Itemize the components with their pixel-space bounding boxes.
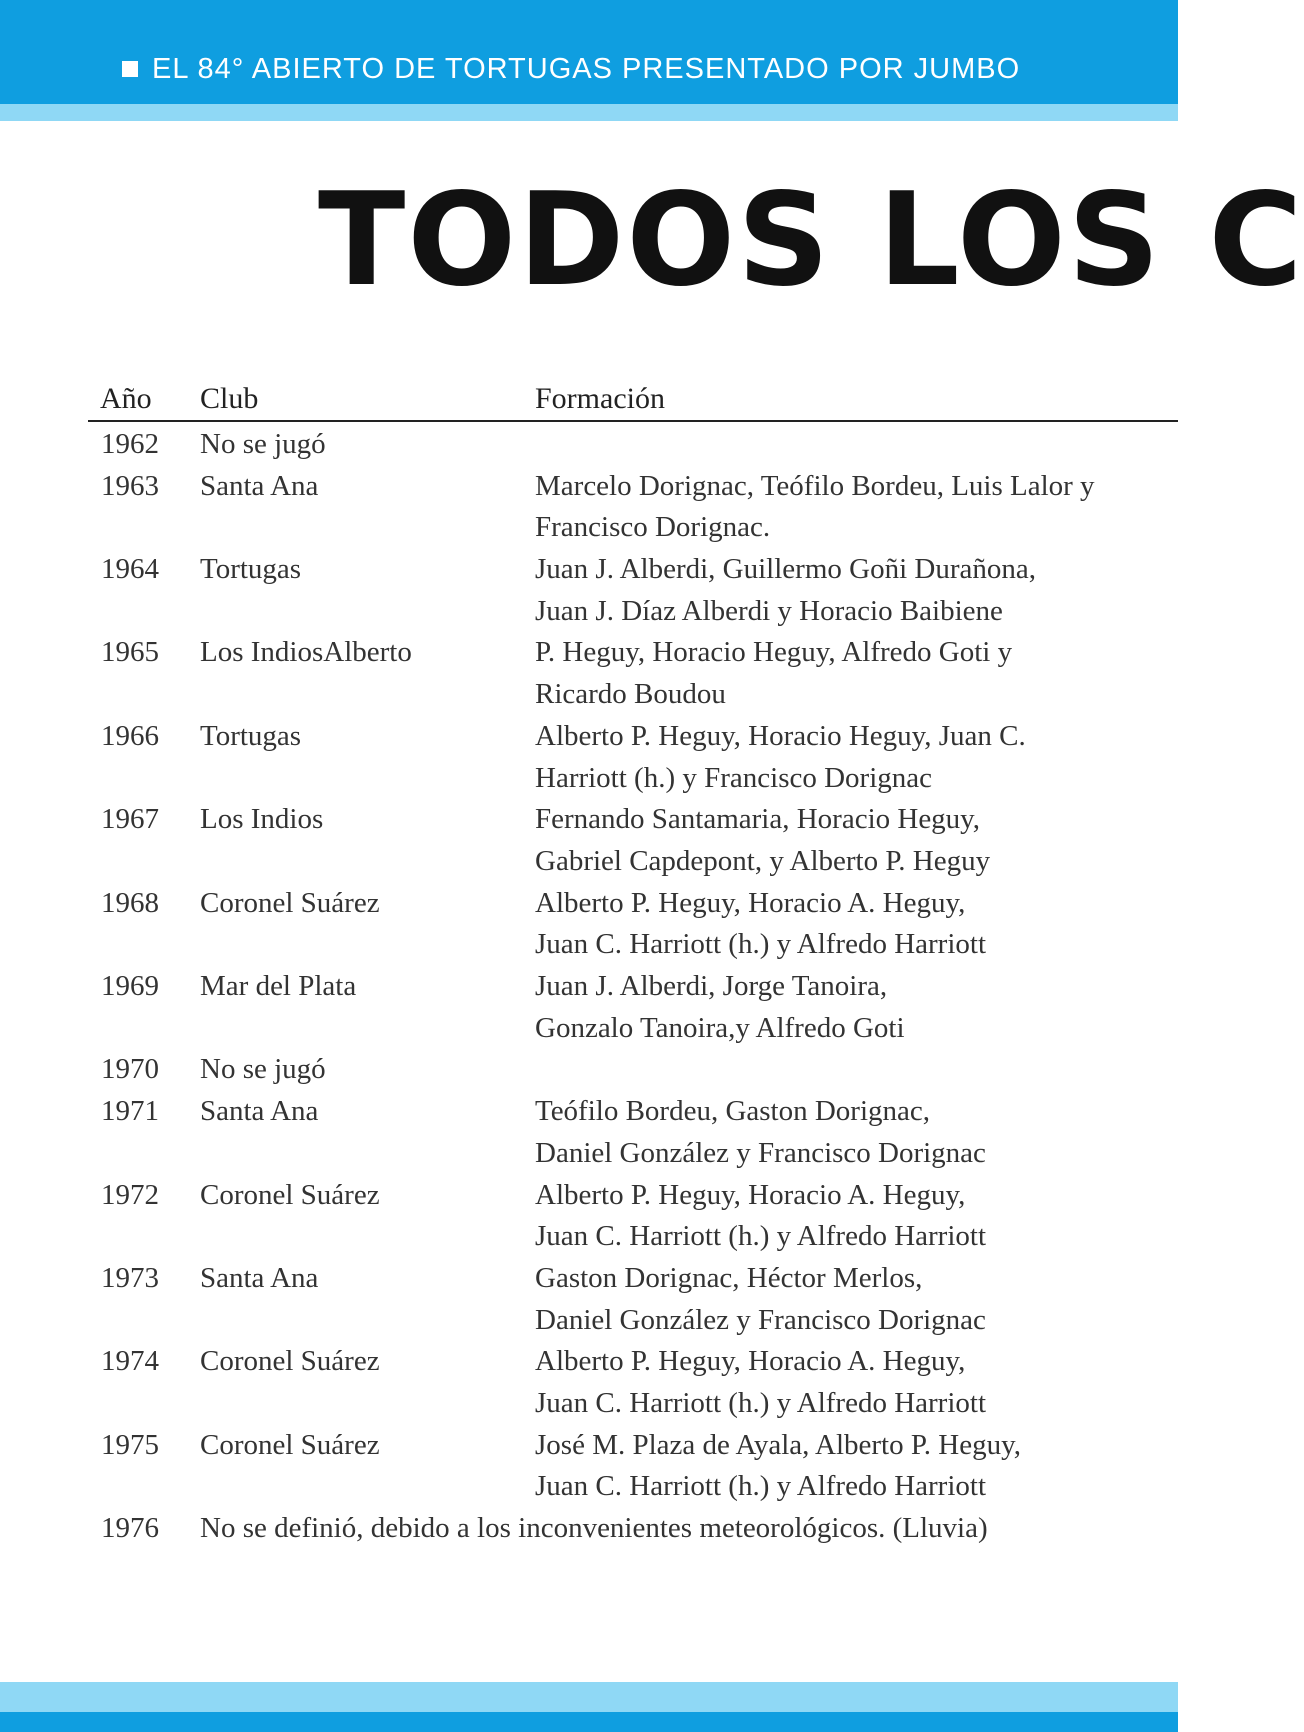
row-year: 1970 [101, 1053, 159, 1086]
formation-line: Alberto P. Heguy, Horacio A. Heguy, [535, 1345, 966, 1378]
row-formation [535, 1091, 986, 1174]
formation-line: Teófilo Bordeu, Gaston Dorignac, [535, 1095, 931, 1128]
table-row [88, 883, 1178, 966]
row-year: 1967 [101, 803, 159, 836]
row-formation [535, 1341, 986, 1424]
row-club: Coronel Suárez [200, 886, 380, 919]
formation-line: Ricardo Boudou [535, 678, 726, 711]
row-formation [535, 966, 905, 1049]
table-body [88, 422, 1178, 1550]
formation-line: Daniel González y Francisco Dorignac [535, 1136, 986, 1169]
row-year: 1968 [101, 886, 159, 919]
header-banner-text [122, 49, 1020, 89]
row-club: Coronel Suárez [200, 1428, 380, 1461]
row-year: 1971 [101, 1095, 159, 1128]
formation-line: Juan C. Harriott (h.) y Alfredo Harriott [535, 928, 987, 961]
row-formation [535, 549, 1036, 632]
row-club: Tortugas [200, 719, 302, 752]
row-club: Santa Ana [200, 1261, 319, 1294]
formation-line: Juan J. Alberdi, Guillermo Goñi Durañona, [535, 553, 1036, 586]
row-club: No se definió, debido a los inconvenientes meteorológicos. (Lluvia) [200, 1512, 988, 1545]
table-row [88, 632, 1178, 715]
row-club: No se jugó [200, 428, 326, 460]
table-row [88, 1175, 1178, 1258]
top-banner-stripe [0, 104, 1178, 121]
row-year: 1976 [101, 1512, 159, 1545]
row-year: 1964 [101, 553, 159, 586]
table-row [88, 1049, 1178, 1091]
row-club: Mar del Plata [200, 970, 357, 1003]
formation-line: Alberto P. Heguy, Horacio A. Heguy, [535, 886, 966, 919]
row-year: 1963 [101, 469, 159, 502]
table-row [88, 466, 1178, 549]
bottom-banner [0, 1712, 1178, 1732]
formation-line: Juan C. Harriott (h.) y Alfredo Harriott [535, 1220, 987, 1253]
table-row [88, 1091, 1178, 1174]
formation-line: Gaston Dorignac, Héctor Merlos, [535, 1261, 923, 1294]
table-header [88, 378, 1178, 422]
formation-line: Marcelo Dorignac, Teófilo Bordeu, Luis Lalor y [535, 469, 1095, 502]
formation-line: Daniel González y Francisco Dorignac [535, 1303, 986, 1336]
formation-line: Gabriel Capdepont, y Alberto P. Heguy [535, 844, 991, 877]
table-row [88, 1258, 1178, 1341]
row-year: 1973 [101, 1261, 159, 1294]
header-year: Año [100, 382, 152, 415]
formation-line: José M. Plaza de Ayala, Alberto P. Heguy, [535, 1428, 1021, 1461]
formation-line: Alberto P. Heguy, Horacio Heguy, Juan C. [535, 719, 1026, 752]
table-row [88, 1425, 1178, 1508]
square-bullet-icon [122, 61, 138, 77]
row-year: 1966 [101, 719, 159, 752]
formation-line: Francisco Dorignac. [535, 511, 771, 544]
row-club: Tortugas [200, 553, 302, 586]
formation-line: Juan J. Díaz Alberdi y Horacio Baibiene [535, 594, 1003, 627]
formation-line: Juan J. Alberdi, Jorge Tanoira, [535, 970, 888, 1003]
row-year: 1969 [101, 970, 159, 1003]
table-row [88, 1341, 1178, 1424]
header-title: EL 84° ABIERTO DE TORTUGAS PRESENTADO POR JUMBO [152, 53, 1021, 85]
row-club: Santa Ana [200, 1095, 319, 1128]
formation-line: Gonzalo Tanoira,y Alfredo Goti [535, 1011, 905, 1044]
table-row [88, 966, 1178, 1049]
row-year: 1975 [101, 1428, 159, 1461]
row-formation [535, 632, 1012, 715]
row-formation [535, 1175, 986, 1258]
row-club: Coronel Suárez [200, 1178, 380, 1211]
row-formation [535, 466, 1095, 549]
row-club: Coronel Suárez [200, 1345, 380, 1378]
row-formation [535, 883, 986, 966]
table-row [88, 549, 1178, 632]
row-formation [535, 716, 1026, 799]
row-formation [535, 1425, 1021, 1508]
row-year: 1962 [101, 428, 159, 460]
champions-table [88, 378, 1178, 1550]
row-club: Los IndiosAlberto [200, 636, 412, 669]
row-year: 1965 [101, 636, 159, 669]
bottom-banner-stripe [0, 1682, 1178, 1712]
row-club: Los Indios [200, 803, 324, 836]
formation-line: Juan C. Harriott (h.) y Alfredo Harriott [535, 1386, 987, 1419]
row-formation [535, 1258, 986, 1341]
row-year: 1972 [101, 1178, 159, 1211]
formation-line: Fernando Santamaria, Horacio Heguy, [535, 803, 981, 836]
formation-line: Alberto P. Heguy, Horacio A. Heguy, [535, 1178, 966, 1211]
table-row [88, 716, 1178, 799]
row-club: No se jugó [200, 1053, 326, 1086]
formation-line: Juan C. Harriott (h.) y Alfredo Harriott [535, 1470, 987, 1503]
table-row [88, 424, 1178, 466]
header-formation: Formación [535, 382, 665, 415]
row-club: Santa Ana [200, 469, 319, 502]
row-year: 1974 [101, 1345, 159, 1378]
page-title: TODOS LOS C [318, 166, 1304, 315]
row-formation [535, 799, 990, 882]
header-club: Club [200, 382, 259, 415]
formation-line: P. Heguy, Horacio Heguy, Alfredo Goti y [535, 636, 1013, 669]
table-row [88, 1508, 1178, 1550]
table-row [88, 799, 1178, 882]
formation-line: Harriott (h.) y Francisco Dorignac [535, 761, 933, 794]
